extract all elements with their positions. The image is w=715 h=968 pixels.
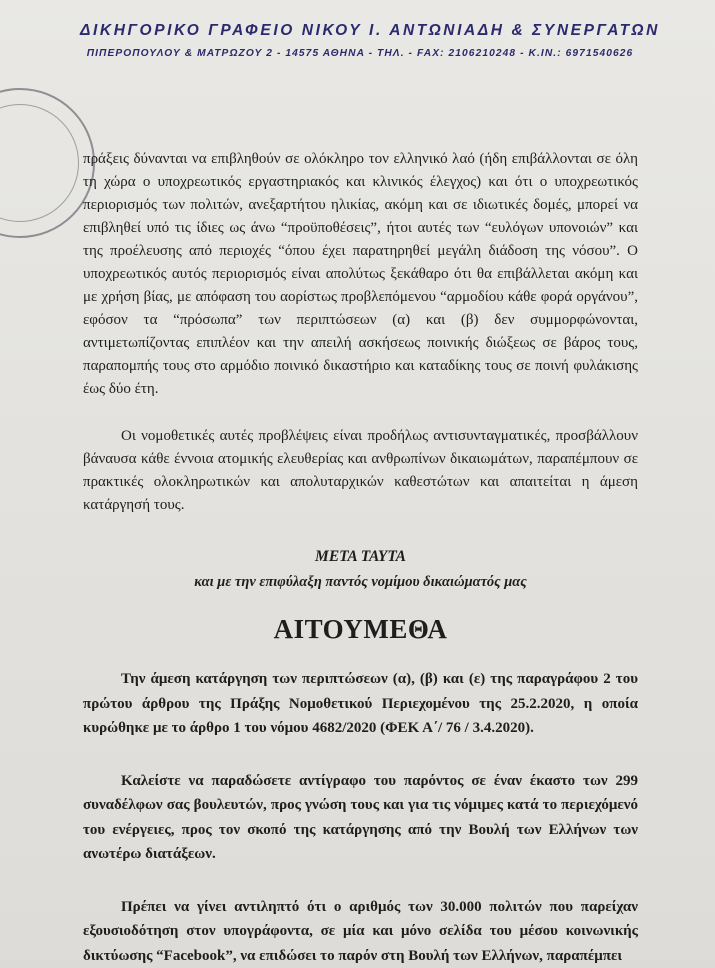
stamp-seal-inner-ring [0,104,79,222]
heading-meta-tauta: ΜΕΤΑ ΤΑΥΤΑ [83,545,638,568]
document-body [83,148,638,968]
firm-address: ΠΙΠΕΡΟΠΟΥΛΟΥ & ΜΑΤΡΩΖΟΥ 2 - 14575 ΑΘΗΝΑ - ΤΗΛ. - FAX: 2106210248 - Κ.ΙΝ.: 6971540626 [80,48,640,59]
request-paragraph-2: Καλείστε να παραδώσετε αντίγραφο του παρόντος σε έναν έκαστο των 299 συναδέλφων σας βουλευτών, προς γνώση τους και για τις νόμιμες κατά το περιεχόμενό του ενέργειες, προς τον σκοπό της κατάργησης από την Βουλή των Ελλήνων των ανωτέρω διατάξεων. [83,769,638,867]
firm-name: ΔΙΚΗΓΟΡΙΚΟ ΓΡΑΦΕΙΟ ΝΙΚΟΥ Ι. ΑΝΤΩΝΙΑΔΗ & ΣΥΝΕΡΓΑΤΩΝ [80,22,640,40]
stamp-seal [0,88,95,238]
request-paragraph-1: Την άμεση κατάργηση των περιπτώσεων (α), (β) και (ε) της παραγράφου 2 του πρώτου άρθρου της Πράξης Νομοθετικού Περιεχομένου της 25.2.2020, η οποία κυρώθηκε με το άρθρο 1 του νόμου 4682/2020 (ΦΕΚ Α΄/ 76 / 3.4.2020). [83,667,638,741]
heading-reservation: και με την επιφύλαξη παντός νομίμου δικαιώματός μας [83,571,638,594]
request-paragraph-3: Πρέπει να γίνει αντιληπτό ότι ο αριθμός των 30.000 πολιτών που παρείχαν εξουσιοδότηση στον υπογράφοντα, σε μία και μόνο σελίδα του μέσου κοινωνικής δικτύωσης “Facebook”, να επιδώσει το παρόν στη Βουλή των Ελλήνων, παραπέμπει [83,895,638,968]
heading-aitoumetha: ΑΙΤΟΥΜΕΘΑ [83,618,638,641]
letterhead [80,22,640,59]
paragraph-2: Οι νομοθετικές αυτές προβλέψεις είναι προδήλως αντισυνταγματικές, προσβάλλουν βάναυσα κάθε έννοια ατομικής ελευθερίας και ανθρωπίνων δικαιωμάτων, παραπέμπουν σε πρακτικές ολοκληρωτικών και απολυταρχικών καθεστώτων και απαιτείται η άμεση κατάργησή τους. [83,425,638,517]
paragraph-1: πράξεις δύνανται να επιβληθούν σε ολόκληρο τον ελληνικό λαό (ήδη επιβάλλονται σε όλη τη χώρα ο υποχρεωτικός εργαστηριακός και κλινικός έλεγχος) και ότι ο υποχρεωτικός περιορισμός των πολιτών, ανεξαρτήτου ηλικίας, ακόμη και σε ιδιωτικές δομές, μπορεί να επιβληθεί υπό τις ίδιες ως άνω “προϋποθέσεις”, ήτοι αυτές των “ευλόγων υπονοιών” και της προέλευσης από περιοχές “όπου έχει παρατηρηθεί μεγάλη διάδοση της νόσου”. Ο υποχρεωτικός αυτός περιορισμός είναι απολύτως ξεκάθαρο ότι θα επιβάλλεται ακόμη και με χρήση βίας, με απόφαση του αορίστως προβλεπόμενου “αρμοδίου κάθε φορά οργάνου”, εφόσον τα “πρόσωπα” των περιπτώσεων (α) και (β) δεν συμμορφώνονται, αντιμετωπίζοντας επιπλέον και την απειλή ασκήσεως ποινικής διώξεως σε βάρος τους, παραπομπής τους στο αρμόδιο ποινικό δικαστήριο και καταδίκης τους σε ποινή φυλάκισης έως δύο έτη. [83,148,638,401]
